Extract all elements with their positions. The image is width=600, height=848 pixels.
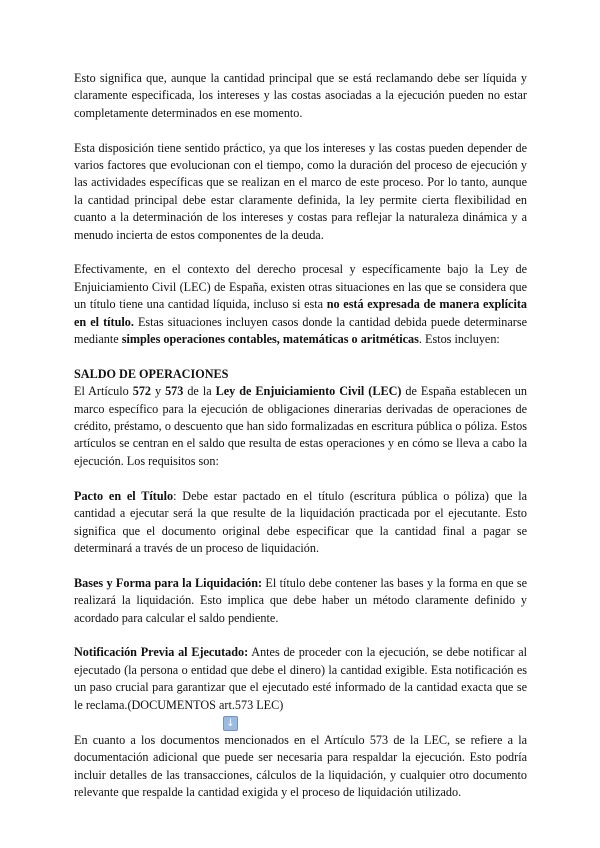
document-page	[74, 70, 527, 819]
bold-run: 572	[132, 384, 152, 399]
bold-run: no está expresada de manera explícita en el título.	[74, 297, 527, 329]
text-run: . Estos incluyen:	[418, 332, 500, 347]
paragraph-intro: Esto significa que, aunque la cantidad principal que se está reclamando debe ser líquida y claramente especificada, los intereses y las costas asociadas a la ejecución pueden no estar completamente determinados en ese momento.	[74, 71, 527, 120]
text-run: Efectivamente, en el contexto del derecho procesal y específicamente bajo la Ley de Enjuiciamiento Civil (LEC) de España, existen otras situaciones en las que se considera que un título tiene una cantidad líquida, incluso si esta	[74, 262, 527, 312]
paragraph-liquid-amount	[74, 261, 527, 348]
text-run: Estas situaciones incluyen casos donde la cantidad debida puede determinarse mediante	[74, 314, 527, 347]
requirement-pact	[74, 488, 527, 558]
bold-run: 573	[165, 384, 184, 399]
bold-run: simples operaciones contables, matemáticas o aritméticas	[121, 332, 419, 347]
requirement-title: Bases y Forma para la Liquidación:	[74, 575, 263, 590]
requirement-text: El título debe contener las bases y la forma en que se realizará la liquidación. Esto implica que debe haber un método claramente definido y acordado para calcular el saldo pendiente.	[74, 575, 527, 625]
down-arrow-icon: ↓	[223, 716, 238, 731]
requirement-title: Notificación Previa al Ejecutado:	[74, 645, 249, 660]
arrow-row	[74, 714, 527, 732]
section-heading: SALDO DE OPERACIONES	[74, 366, 229, 381]
text-run: de la	[183, 384, 216, 399]
paragraph-articles	[74, 383, 527, 470]
requirement-text: Antes de proceder con la ejecución, se debe notificar al ejecutado (la persona o entidad que debe el dinero) la cantidad exigible. Esta notificación es un paso crucial para garantizar que el ejecutado esté informado de la cantidad exacta que se le reclama.(DOCUMENTOS art.573 LEC)	[74, 645, 527, 712]
requirement-title: Pacto en el Título	[74, 488, 174, 503]
requirement-text: : Debe estar pactado en el título (escritura pública o póliza) que la cantidad a ejecutar será la que resulte de la liquidación practicada por el ejecutante. Esto significa que el documento original debe especificar que la cantidad final a pagar se determinará a través de un proceso de liquidación.	[74, 488, 527, 555]
text-run: y	[151, 384, 166, 399]
paragraph-practical-sense: Esta disposición tiene sentido práctico, ya que los intereses y las costas pueden depender de varios factores que evolucionan con el tiempo, como la duración del proceso de ejecución y las actividades específicas que se realizan en el marco de este proceso. Por lo tanto, aunque la cantidad principal debe estar claramente definida, la ley permite cierta flexibilidad en cuanto a la determinación de los intereses y costas para reflejar la naturaleza dinámica y a menudo incierta de estos componentes de la deuda.	[74, 140, 527, 242]
requirement-bases	[74, 575, 527, 627]
text-run: El Artículo	[74, 384, 133, 399]
bold-run: Ley de Enjuiciamiento Civil (LEC)	[215, 384, 402, 399]
text-run: de España establecen un marco específico para la ejecución de obligaciones dinerarias derivadas de operaciones de crédito, préstamo, o descuento que han sido formalizadas en escritura pública o póliza. Estos artículos se centran en el saldo que resulta de estas operaciones y en cómo se lleva a cabo la ejecución. Los requisitos son:	[74, 384, 527, 468]
requirement-notification	[74, 644, 527, 714]
paragraph-documents: En cuanto a los documentos mencionados en el Artículo 573 de la LEC, se refiere a la documentación adicional que puede ser necesaria para respaldar la ejecución. Esto podría incluir detalles de las transacciones, cálculos de la liquidación, y cualquier otro documento relevante que respalde la cantidad exigida y el proceso de liquidación utilizado.	[74, 732, 527, 800]
